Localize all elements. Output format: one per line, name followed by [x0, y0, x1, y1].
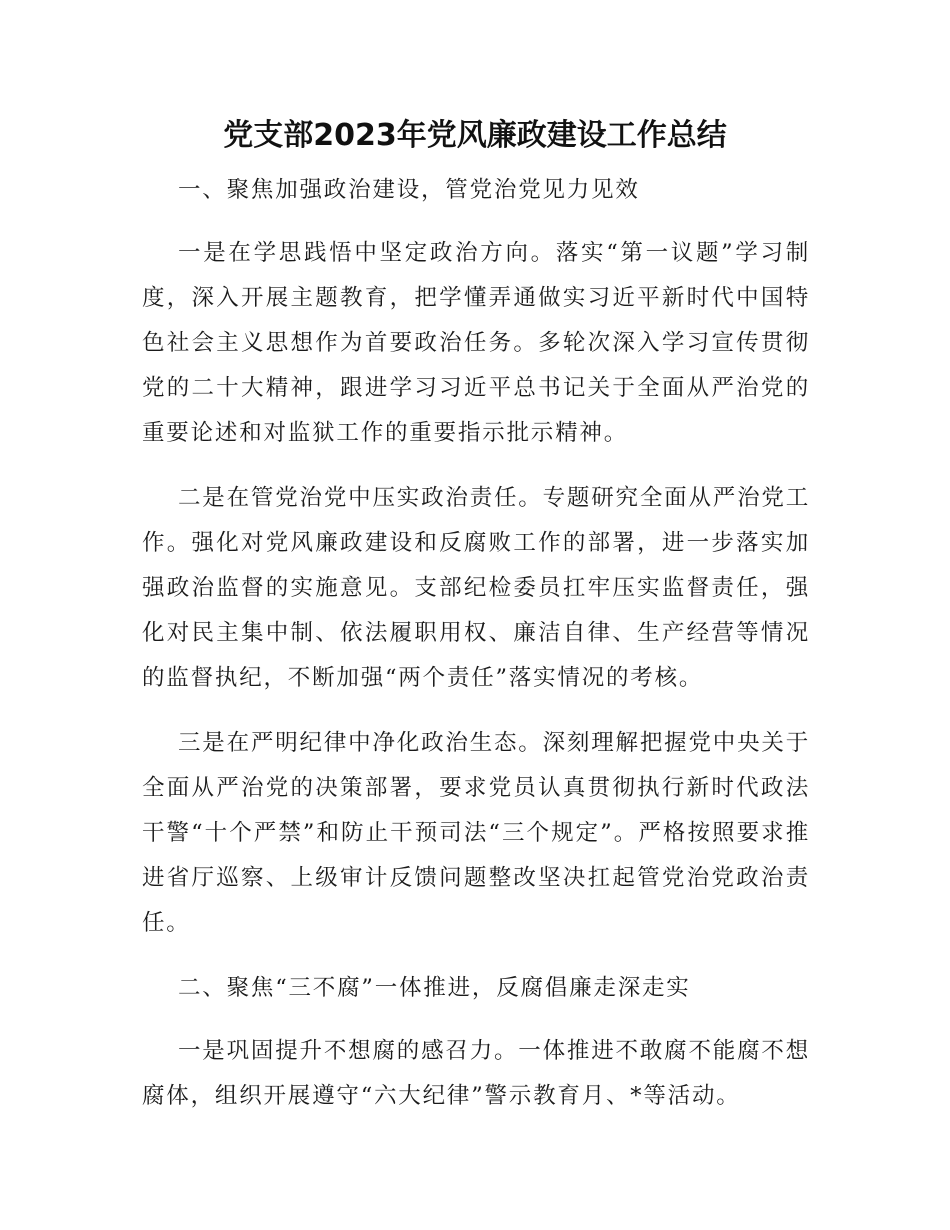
paragraph-political-ecology: 三是在严明纪律中净化政治生态。深刻理解把握党中央关于全面从严治党的决策部署，要求党员认真贯彻执行新时代政法干警“十个严禁”和防止干预司法“三个规定”。严格按照要求推进省厅巡察、上级审计反馈问题整改坚决扛起管党治党政治责任。 [142, 730, 810, 936]
document-body [142, 168, 810, 1139]
section-heading-1: 一、聚焦加强政治建设，管党治党见力见效 [178, 177, 640, 203]
paragraph-political-responsibility: 二是在管党治党中压实政治责任。专题研究全面从严治党工作。强化对党风廉政建设和反腐败工作的部署，进一步落实加强政治监督的实施意见。支部纪检委员扛牢压实监督责任，强化对民主集中制、依法履职用权、廉洁自律、生产经营等情况的监督执纪，不断加强“两个责任”落实情况的考核。 [142, 485, 810, 691]
paragraph-anti-corruption: 一是巩固提升不想腐的感召力。一体推进不敢腐不能腐不想腐体，组织开展遵守“六大纪律”警示教育月、*等活动。 [142, 1038, 810, 1109]
paragraph-political-direction: 一是在学思践悟中坚定政治方向。落实“第一议题”学习制度，深入开展主题教育，把学懂弄通做实习近平新时代中国特色社会主义思想作为首要政治任务。多轮次深入学习宣传贯彻党的二十大精神，跟进学习习近平总书记关于全面从严治党的重要论述和对监狱工作的重要指示批示精神。 [142, 240, 810, 446]
section-heading-2: 二、聚焦“三不腐”一体推进，反腐倡廉走深走实 [178, 975, 691, 1001]
document-title: 党支部2023年党风廉政建设工作总结 [223, 118, 727, 153]
